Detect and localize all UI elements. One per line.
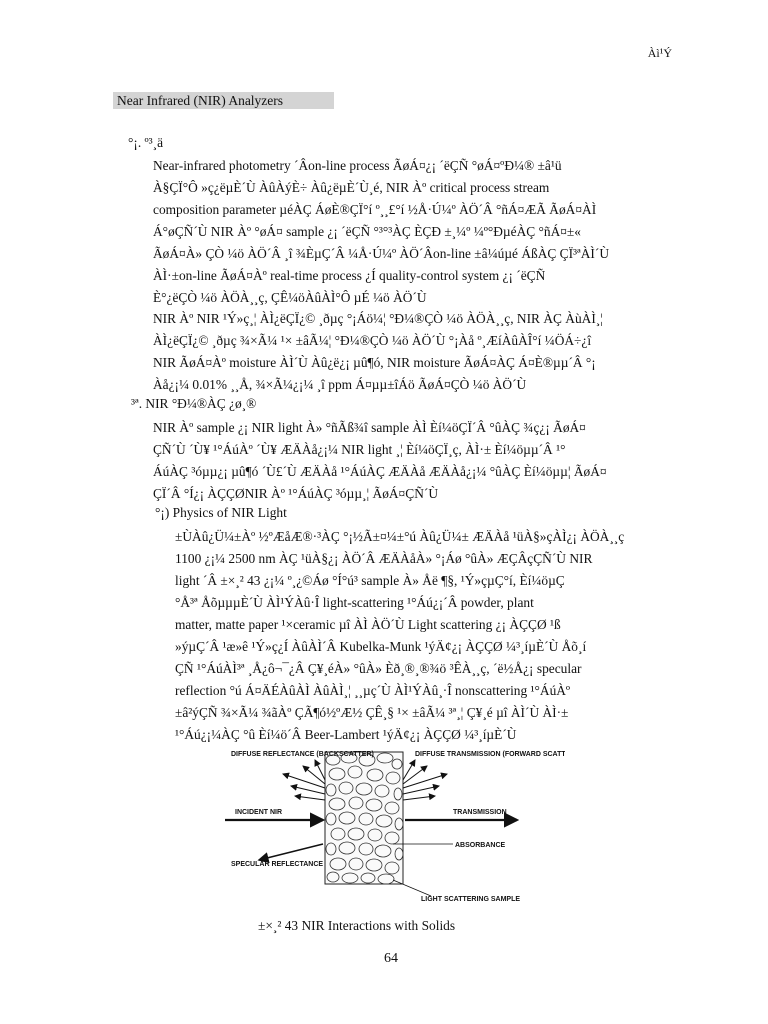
figure-caption: ±×¸² 43 NIR Interactions with Solids — [258, 918, 456, 933]
text-line: À§ÇÏ°Ô »ç¿ëµÈ´Ù ÀûÀýÈ÷ Àû¿ëµÈ´Ù¸é, NIR Àº critical process stream — [153, 180, 550, 195]
subheading-physics: °¡) Physics of NIR Light — [155, 505, 287, 520]
paragraph-3 — [153, 417, 683, 505]
label-light-scattering-sample: LIGHT SCATTERING SAMPLE — [421, 896, 521, 902]
label-diffuse-transmission: DIFFUSE TRANSMISSION (FORWARD SCATTER) — [415, 751, 565, 758]
label-specular-reflectance: SPECULAR REFLECTANCE — [231, 861, 324, 868]
label-incident-nir: INCIDENT NIR — [235, 809, 283, 816]
text-line: ÀÌ¿ëÇÏ¿© ¸ðµç ¾×Ã¼ ¹× ±âÃ¼¦ °Ð¼®ÇÒ ¼ö ÀÖ´Ù °¡Àå º¸ÆíÀûÀÎ°í ¼ÖÁ÷¿î — [153, 333, 592, 348]
text-line: reflection °ú Á¤ÄÉÀûÀÌ ÀûÀÌ¸¦ ¸¸µç´Ù ÀÌ¹ÝÀû¸·Î nonscattering ¹°ÁúÀº — [175, 683, 571, 698]
text-line: NIR Àº sample ¿¡ NIR light À» °ñÃß¾î sample ÀÌ Èí¼öÇÏ´Â °ûÀÇ ¾ç¿¡ ÃøÁ¤ — [153, 420, 586, 435]
sample-leader — [393, 880, 431, 896]
text-line: light ´Â ±×¸² 43 ¿¡¼ º¸¿©Áø °Í°ú³ sample À» Åë ¶§, ¹Ý»çµÇ°í, Èí¼öµÇ — [175, 573, 565, 588]
text-line: ÇÑ´Ù ´Ù¥ ¹°ÁúÀº ´Ù¥ ÆÄÀå¿¡¼ NIR light ¸¦ Èí¼öÇÏ¸ç, ÀÌ·± Èí¼öµµ´Â ¹° — [153, 442, 566, 457]
text-line: Á°øÇÑ´Ù NIR Àº °øÁ¤ sample ¿¡ ´ëÇÑ °³°³ÀÇ ÈÇÐ ±¸¼º ¼º°ÐµéÀÇ °ñÁ¤±« — [153, 224, 581, 239]
light-scattering-sample-block — [325, 752, 403, 884]
text-line: ÀÌ·±on-line ÃøÁ¤Àº real-time process ¿Í quality-control system ¿¡ ´ëÇÑ — [153, 268, 546, 283]
paragraph-1 — [153, 155, 683, 309]
label-transmission: TRANSMISSION — [453, 809, 507, 816]
text-line: composition parameter µéÀÇ ÁøÈ®ÇÏ°í º¸¸£°í ½Å·Ú¼º ÀÖ´Â °ñÁ¤ÆÃ ÃøÁ¤ÀÌ — [153, 202, 597, 217]
label-diffuse-reflectance — [231, 751, 374, 758]
text-line: ÇÏ´Â °Í¿¡ ÀÇÇØNIR Àº ¹°ÁúÀÇ ³óµµ¸¦ ÃøÁ¤ÇÑ´Ù — [153, 486, 438, 501]
text-line: ÃøÁ¤À» ÇÒ ¼ö ÀÖ´Â ¸î ¾ÈµÇ´Â ¼Å·Ú¼º ÀÖ´Âon-line ±â¼úµé ÁßÀÇ ÇÏ³ªÀÌ´Ù — [153, 246, 610, 261]
heading-overview: °¡. º³¸ä — [128, 135, 164, 150]
text-line: Near-infrared photometry ´Âon-line process ÃøÁ¤¿¡ ´ëÇÑ °øÁ¤ºÐ¼® ±â¹ü — [153, 158, 562, 173]
specular-reflectance-arrow — [259, 844, 323, 860]
text-line: NIR ÃøÁ¤Àº moisture ÀÌ´Ù Àû¿ë¿¡ µû¶ó, NIR moisture ÃøÁ¤ÀÇ Á¤È®µµ´Â °¡ — [153, 355, 596, 370]
header-right-text: Àì¹Ý — [647, 46, 672, 60]
paragraph-2 — [153, 308, 683, 396]
text-line: 1100 ¿¡¼ 2500 nm ÀÇ ¹üÀ§¿¡ ÀÖ´Â ÆÄÀåÀ» °¡Áø °ûÀ» ÆÇÂçÇÑ´Ù NIR — [175, 551, 593, 566]
text-line: °Å³ª ÅõµµµÈ´Ù ÀÌ¹ÝÀû·Î light-scattering ¹°Áú¿¡´Â powder, plant — [175, 595, 534, 610]
text-line: È°¿ëÇÒ ¼ö ÀÖÀ¸¸ç, ÇÊ¼öÀûÀÌ°Ô µÉ ¼ö ÀÖ´Ù — [153, 290, 427, 305]
label-absorbance: ABSORBANCE — [455, 842, 506, 849]
section-title: Near Infrared (NIR) Analyzers — [113, 92, 334, 109]
backscatter-arrows — [283, 760, 325, 800]
nir-interaction-figure — [225, 748, 565, 902]
text-line: ¹°Áú¿¡¼ÀÇ °û Èí¼ö´Â Beer-Lambert ¹ýÄ¢¿¡ ÀÇÇØ ¼³¸íµÈ´Ù — [175, 727, 517, 742]
paragraph-4 — [175, 526, 684, 746]
forward-scatter-arrows — [403, 760, 447, 800]
text-line: Àå¿¡¼ 0.01% ¸¸Å, ¾×Ã¼¿¡¼ ¸î ppm Á¤µµ±îÁö ÃøÁ¤ÇÒ ¼ö ÀÖ´Ù — [153, 377, 527, 392]
heading-principle: ³ª. NIR °Ð¼®ÀÇ ¿ø¸® — [131, 396, 257, 411]
page-number: 64 — [384, 951, 398, 966]
label-line: DIFFUSE REFLECTANCE (BACKSCATTER) — [231, 751, 374, 758]
text-line: NIR Àº NIR ¹Ý»ç¸¦ ÀÌ¿ëÇÏ¿© ¸ðµç °¡Áö¼¦ °Ð¼®ÇÒ ¼ö ÀÖÀ¸¸ç, NIR ÀÇ ÀùÀÌ¸¦ — [153, 311, 603, 326]
text-line: ±ÙÀû¿Ü¼±Àº ½ºÆåÆ®·³ÀÇ °¡½Ã±¤¼±°ú Àû¿Ü¼± ÆÄÀå ¹üÀ§»çÀÌ¿¡ ÀÖÀ¸¸ç — [175, 529, 625, 544]
text-line: ÁúÀÇ ³óµµ¿¡ µû¶ó ´Ù£´Ù ÆÄÀå ¹°ÁúÀÇ ÆÄÀå ÆÄÀå¿¡¼ °ûÀÇ Èí¼öµµ¦ ÃøÁ¤ — [153, 464, 607, 479]
text-line: ÇÑ ¹°ÁúÀÌ³ª ¸Å¿ô¬¯¿Â Ç¥¸éÀ» °ûÀ» Èð¸®¸®¾ö ³ÊÀ¸¸ç, ´ë½Å¿¡ specular — [175, 661, 582, 676]
nir-interaction-diagram — [225, 748, 565, 902]
text-line: matter, matte paper ¹×ceramic µî ÀÌ ÀÖ´Ù Light scattering ¿¡ ÀÇÇØ ¹ß — [175, 617, 561, 632]
text-line: ±â²ýÇÑ ¾×Ã¼ ¾ãÀº ÇÃ¶ó½ºÆ½ ÇÊ¸§ ¹× ±âÃ¼ ³ª¸¦ Ç¥¸é µî ÀÌ´Ù ÀÌ·± — [175, 705, 569, 720]
text-line: »ýµÇ´Â ¹æ»ê ¹Ý»ç¿Í ÀûÀÌ´Â Kubelka-Munk ¹ýÄ¢¿¡ ÀÇÇØ ¼³¸íµÈ´Ù Åõ¸í — [175, 639, 587, 654]
